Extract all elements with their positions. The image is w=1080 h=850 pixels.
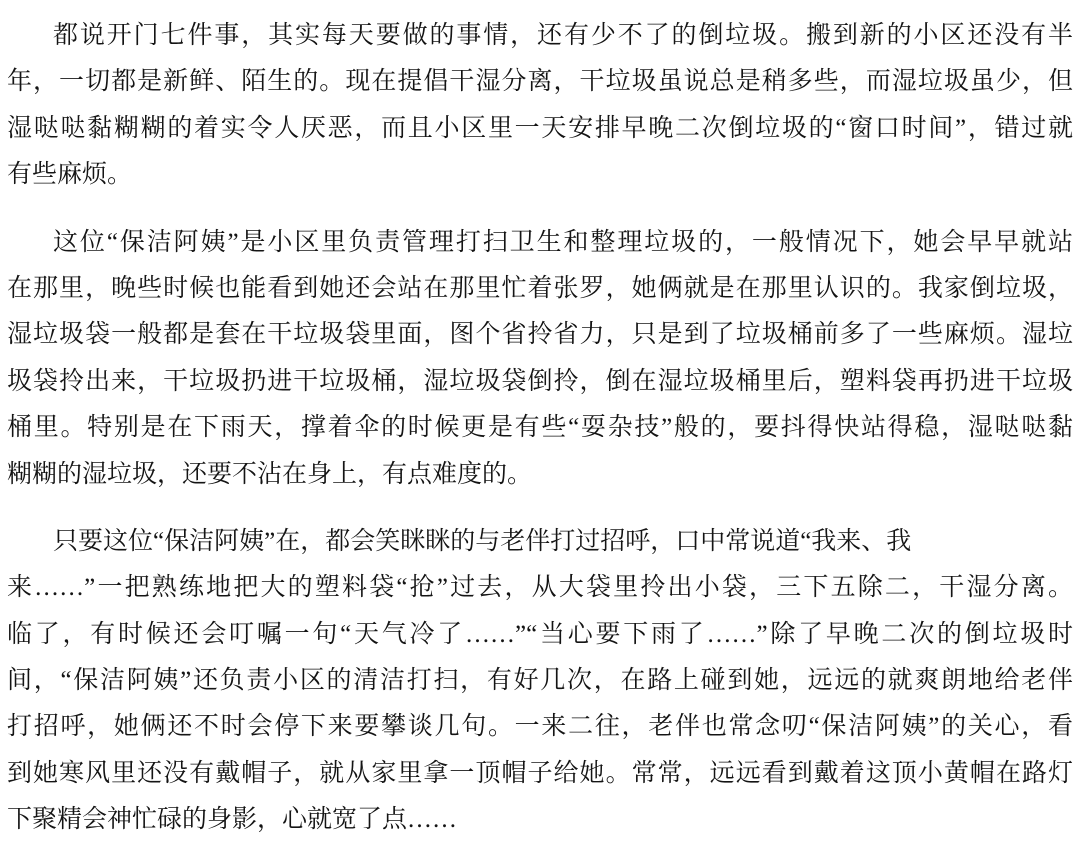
text-line: 下聚精会神忙碌的身影，心就宽了点…… bbox=[7, 806, 458, 834]
text-line: 湿垃圾袋一般都是套在干垃圾袋里面，图个省拎省力，只是到了垃圾桶前多了一些麻烦。湿垃 bbox=[7, 321, 1073, 349]
paragraph-3 bbox=[7, 519, 1073, 844]
text-line: 只要这位“保洁阿姨”在，都会笑眯眯的与老伴打过招呼，口中常说道“我来、我 bbox=[53, 527, 912, 555]
text-line: 糊糊的湿垃圾，还要不沾在身上，有点难度的。 bbox=[7, 460, 533, 488]
paragraph-2 bbox=[7, 220, 1073, 498]
text-line: 临了，有时候还会叮嘱一句“天气冷了……”“当心要下雨了……”除了早晚二次的倒垃圾时 bbox=[7, 620, 1073, 648]
text-line: 来……”一把熟练地把大的塑料袋“抢”过去，从大袋里拎出小袋，三下五除二，干湿分离。 bbox=[7, 574, 1073, 602]
text-line: 打招呼，她俩还不时会停下来要攀谈几句。一来二往，老伴也常念叨“保洁阿姨”的关心，看 bbox=[7, 713, 1073, 741]
paragraph-1 bbox=[7, 13, 1073, 199]
text-line: 在那里，晚些时候也能看到她还会站在那里忙着张罗，她俩就是在那里认识的。我家倒垃圾， bbox=[7, 274, 1073, 302]
text-line: 桶里。特别是在下雨天，撑着伞的时候更是有些“耍杂技”般的，要抖得快站得稳，湿哒哒黏 bbox=[7, 414, 1073, 442]
text-line: 这位“保洁阿姨”是小区里负责管理打扫卫生和整理垃圾的，一般情况下，她会早早就站 bbox=[53, 228, 1073, 256]
text-line: 年，一切都是新鲜、陌生的。现在提倡干湿分离，干垃圾虽说总是稍多些，而湿垃圾虽少，但 bbox=[7, 68, 1073, 96]
text-line: 到她寒风里还没有戴帽子，就从家里拿一顶帽子给她。常常，远远看到戴着这顶小黄帽在路灯 bbox=[7, 759, 1073, 787]
text-line: 间，“保洁阿姨”还负责小区的清洁打扫，有好几次，在路上碰到她，远远的就爽朗地给老伴 bbox=[7, 667, 1073, 695]
text-line: 湿哒哒黏糊糊的着实令人厌恶，而且小区里一天安排早晚二次倒垃圾的“窗口时间”，错过就 bbox=[7, 114, 1073, 142]
text-line: 圾袋拎出来，干垃圾扔进干垃圾桶，湿垃圾袋倒拎，倒在湿垃圾桶里后，塑料袋再扔进干垃圾 bbox=[7, 367, 1073, 395]
text-line: 都说开门七件事，其实每天要做的事情，还有少不了的倒垃圾。搬到新的小区还没有半 bbox=[53, 22, 1073, 49]
text-line: 有些麻烦。 bbox=[7, 161, 133, 189]
